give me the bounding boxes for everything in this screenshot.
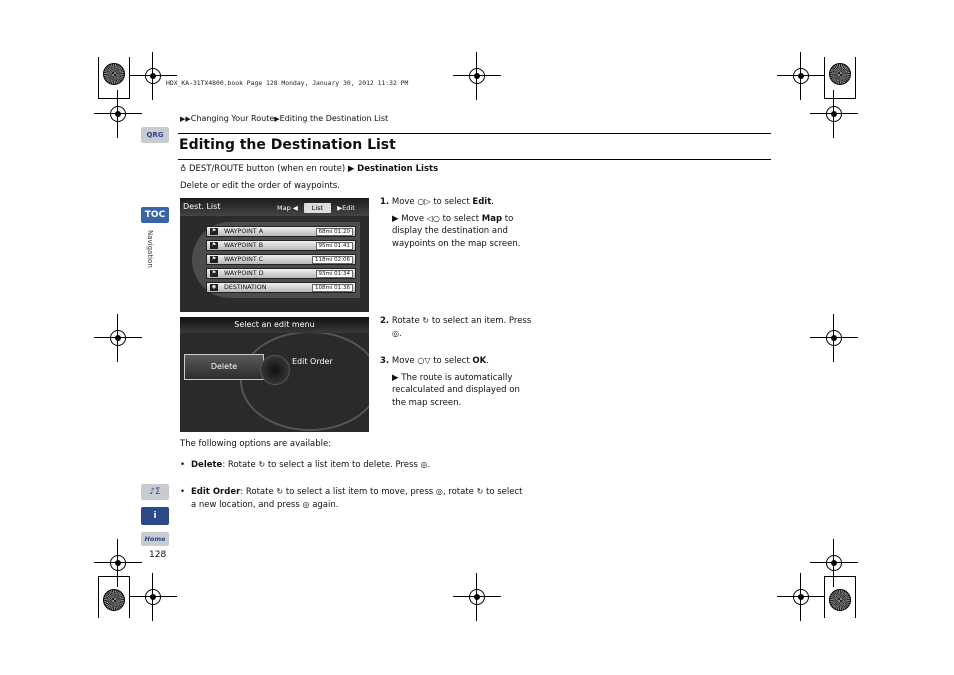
info-icon[interactable]: i (141, 507, 169, 525)
voice-command-icon[interactable]: ♪Σ (141, 484, 169, 500)
sub-arrow-icon: ▶ (392, 213, 399, 224)
menu-path-separator: ▶ (347, 164, 355, 174)
screen-title: Select an edit menu (180, 317, 369, 333)
home-icon[interactable]: Home (141, 532, 169, 546)
registration-mark (465, 64, 489, 88)
breadcrumb-link-changing-route[interactable]: Changing Your Route (190, 114, 275, 123)
list-item: ⚑ WAYPOINT B 95mi 01:41 (206, 240, 356, 251)
crop-mark (98, 576, 130, 577)
move-down-icon: ○▽ (417, 356, 431, 365)
sub-arrow-icon: ▶ (392, 372, 399, 383)
registration-disc (829, 63, 851, 85)
list-item: ⚑ WAYPOINT A 68mi 01:20 (206, 226, 356, 237)
qrg-tab[interactable]: QRG (141, 127, 169, 143)
title-rule-top (178, 133, 771, 134)
crop-mark (129, 57, 130, 99)
crop-mark (824, 57, 825, 99)
rotate-icon: ↻ (276, 487, 284, 496)
registration-mark (822, 551, 846, 575)
options-intro: The following options are available: (180, 439, 332, 449)
breadcrumb-current: Editing the Destination List (279, 114, 389, 123)
registration-mark (141, 585, 165, 609)
option-edit-order: • Edit Order: Rotate ↻ to select a list item to move, press ◎, rotate ↻ to select a new location, and press ◎ again. (180, 487, 523, 510)
rotate-icon: ↻ (422, 316, 430, 325)
registration-mark (465, 585, 489, 609)
list-item: ⚑ WAYPOINT C 118mi 02:06 (206, 254, 356, 265)
rotate-icon: ↻ (258, 460, 266, 469)
flag-icon: ⚑ (211, 228, 217, 234)
flag-icon: ⚑ (211, 270, 217, 276)
step-2: 2. Rotate ↻ to select an item. Press ◎. (380, 316, 532, 339)
list-item: ⚑ WAYPOINT D 93mi 01:34 (206, 268, 356, 279)
flag-icon: ⚑ (211, 256, 217, 262)
menu-path (180, 164, 438, 174)
edit-order-option: Edit Order (292, 357, 333, 366)
registration-mark (141, 64, 165, 88)
crop-mark (824, 576, 856, 577)
edit-menu-screenshot (180, 317, 369, 432)
registration-mark (789, 64, 813, 88)
crop-mark (824, 576, 825, 618)
crop-mark (98, 98, 130, 99)
breadcrumb-separator: ▶ (274, 115, 280, 123)
registration-disc (829, 589, 851, 611)
list-item: ◉ DESTINATION 108mi 01:36 (206, 282, 356, 293)
registration-mark (106, 102, 130, 126)
registration-disc (103, 63, 125, 85)
move-right-icon: ○▷ (417, 197, 431, 206)
knob-icon (260, 355, 290, 385)
press-icon: ◎ (302, 499, 310, 509)
intro-text: Delete or edit the order of waypoints. (180, 181, 340, 191)
registration-mark (822, 326, 846, 350)
dest-list-screenshot (180, 198, 369, 312)
step-1: 1. Move ○▷ to select Edit. ▶ Move ◁○ to select Map to display the destination and waypoints on the map screen. (380, 197, 521, 249)
bullet: • (180, 460, 186, 470)
press-icon: ◎ (420, 460, 428, 469)
file-header: HDX_KA-31TX4800.book Page 128 Monday, January 30, 2012 11:32 PM (166, 79, 409, 87)
crop-mark (855, 57, 856, 99)
destination-icon: ◉ (211, 284, 217, 290)
page-title: Editing the Destination List (179, 137, 396, 153)
option-delete: • Delete: Rotate ↻ to select a list item to delete. Press ◎. (180, 460, 431, 470)
screen-tab-list: List (304, 203, 331, 213)
flag-icon: ⚑ (211, 242, 217, 248)
bullet: • (180, 487, 186, 497)
press-icon: ◎ (435, 487, 443, 496)
toc-tab[interactable]: TOC (141, 207, 169, 223)
delete-option: Delete (184, 354, 264, 380)
title-rule-bottom (178, 159, 771, 160)
screen-tab-edit: ▶Edit (337, 204, 355, 212)
registration-mark (822, 102, 846, 126)
page-number: 128 (149, 550, 167, 560)
rotate-icon: ↻ (476, 487, 484, 496)
registration-mark (106, 326, 130, 350)
crop-mark (98, 576, 99, 618)
dest-route-button-icon: ♁ (180, 164, 187, 174)
menu-path-text: DEST/ROUTE button (when en route) (188, 164, 346, 174)
screen-title: Dest. List (183, 202, 221, 211)
breadcrumb (180, 114, 388, 123)
section-label: Navigation (146, 230, 154, 268)
crop-mark (855, 576, 856, 618)
crop-mark (98, 57, 99, 99)
breadcrumb-arrows: ▶▶ (180, 115, 191, 123)
crop-mark (129, 576, 130, 618)
screen-tab-map: Map ◀ (277, 204, 298, 212)
screen-arc (240, 331, 369, 431)
crop-mark (824, 98, 856, 99)
move-left-icon: ◁○ (426, 213, 440, 223)
registration-mark (106, 551, 130, 575)
screen-tabs (277, 203, 355, 213)
menu-path-target: Destination Lists (357, 164, 439, 174)
step-3: 3. Move ○▽ to select OK. ▶ The route is automatically recalculated and displayed on the map screen. (380, 356, 520, 408)
press-icon: ◎ (392, 328, 399, 338)
registration-disc (103, 589, 125, 611)
registration-mark (789, 585, 813, 609)
